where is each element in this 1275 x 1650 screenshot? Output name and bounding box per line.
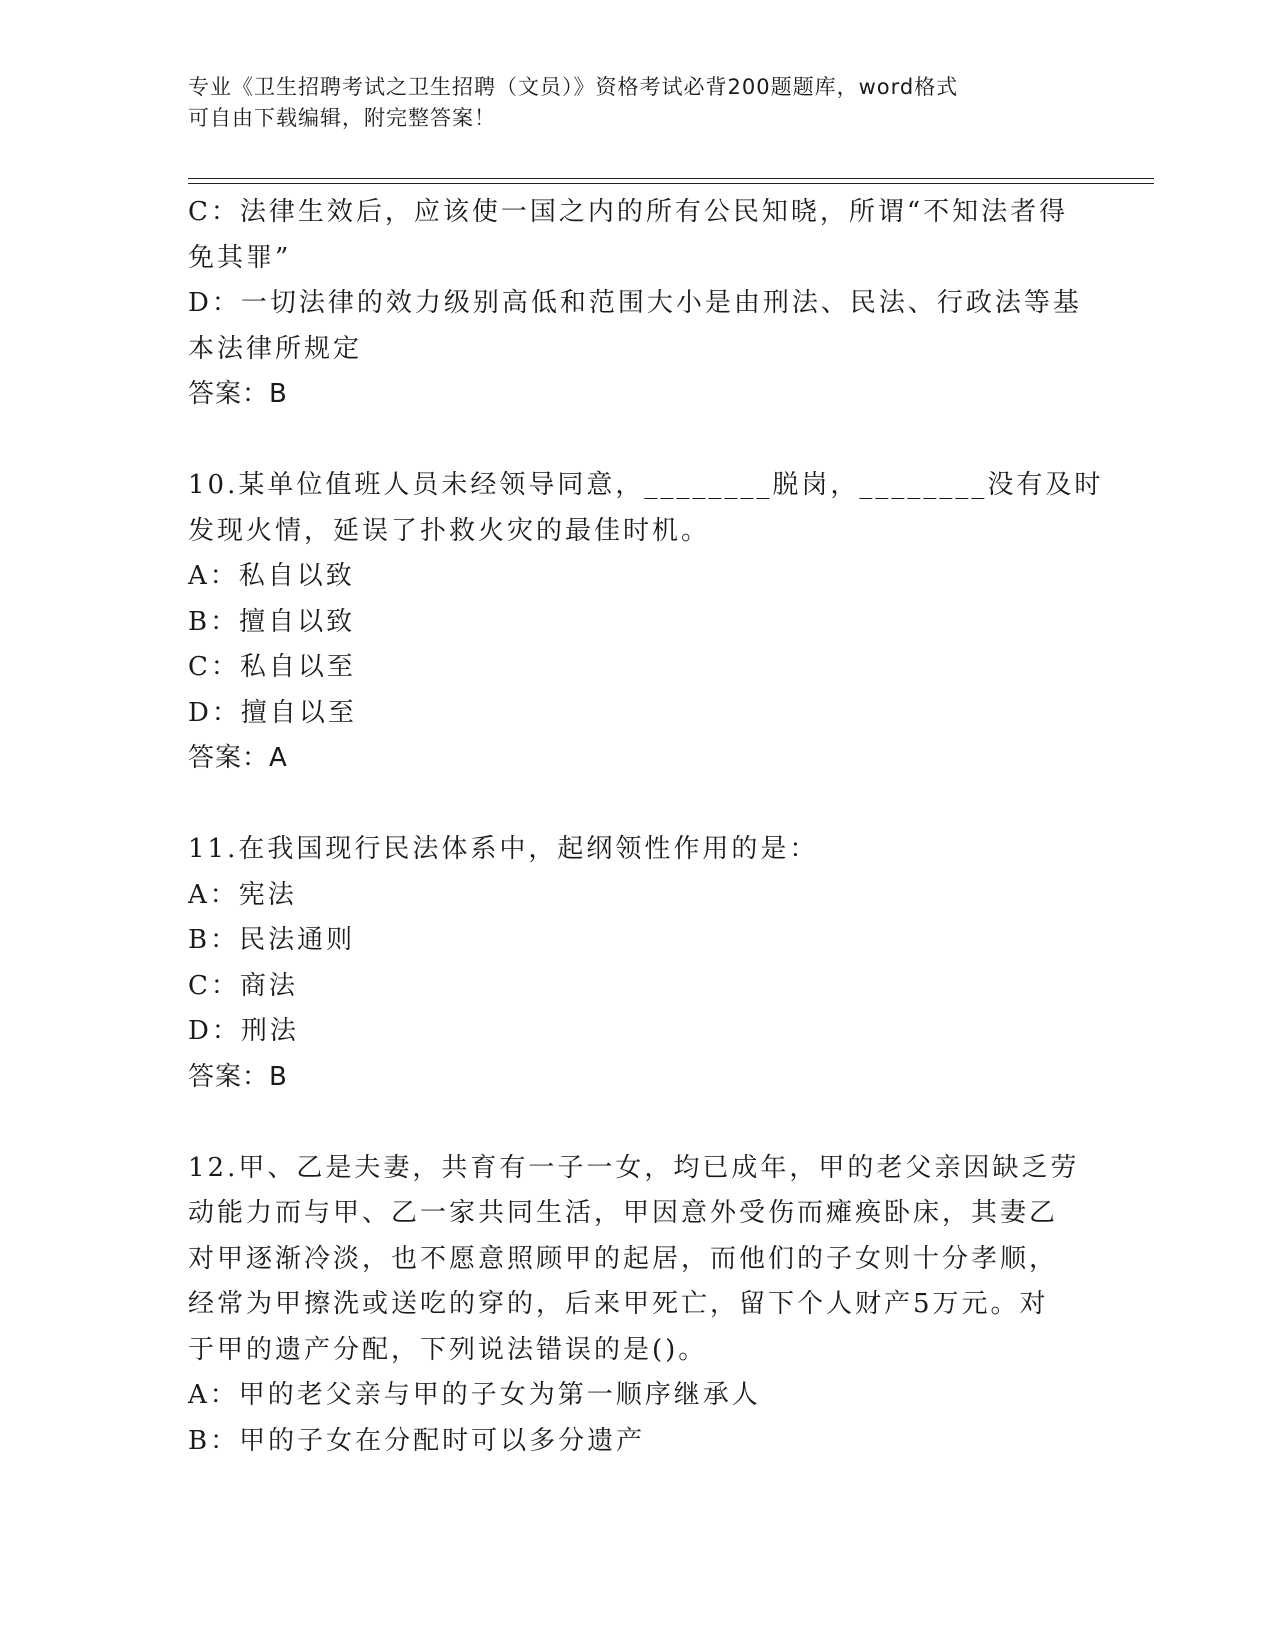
q9-answer: 答案：B: [188, 379, 288, 409]
q9-option-c-line-2: 免其罪”: [188, 242, 292, 273]
q10-stem-line-1: 10.某单位值班人员未经领导同意，________脱岗，________没有及时: [188, 470, 1104, 500]
question-10: [188, 463, 1104, 782]
q12-stem-line-3: 对甲逐渐冷淡，也不愿意照顾甲的起居，而他们的子女则十分孝顺，: [188, 1243, 1059, 1274]
q12-stem-line-2: 动能力而与甲、乙一家共同生活，甲因意外受伤而瘫痪卧床，其妻乙: [188, 1198, 1059, 1228]
spacer: [188, 1100, 1078, 1146]
q12-option-b: B：甲的子女在分配时可以多分遗产: [188, 1425, 646, 1456]
q11-stem: 11.在我国现行民法体系中，起纲领性作用的是：: [188, 834, 819, 864]
q9-option-d-line-1: D：一切法律的效力级别高低和范围大小是由刑法、民法、行政法等基: [188, 288, 1082, 318]
header-title-line-1: 专业《卫生招聘考试之卫生招聘（文员）》资格考试必背200题题库，word格式: [188, 75, 959, 99]
q10-stem-line-2: 发现火情，延误了扑救火灾的最佳时机。: [188, 515, 711, 546]
header-title-line-2: 可自由下载编辑，附完整答案！: [188, 106, 496, 130]
q9-option-d-line-2: 本法律所规定: [188, 333, 363, 364]
q11-answer: 答案：B: [188, 1061, 288, 1092]
q11-option-a: A：宪法: [188, 879, 297, 910]
q10-option-d: D：擅自以至: [188, 697, 357, 728]
q12-stem-line-1: 12.甲、乙是夫妻，共育有一子一女，均已成年，甲的老父亲因缺乏劳: [188, 1152, 1080, 1183]
question-11: [188, 827, 1078, 1100]
q12-stem-line-5: 于甲的遗产分配，下列说法错误的是()。: [188, 1334, 708, 1365]
q10-option-c: C：私自以至: [188, 652, 356, 682]
q10-option-b: B：擅自以致: [188, 606, 356, 637]
q12-option-a: A：甲的老父亲与甲的子女为第一顺序继承人: [188, 1380, 761, 1410]
q11-option-d: D：刑法: [188, 1016, 299, 1046]
q10-option-a: A：私自以致: [188, 561, 355, 591]
spacer: [188, 418, 1078, 464]
header-divider: [188, 178, 1154, 184]
page-header: [188, 72, 1088, 134]
q11-option-b: B：民法通则: [188, 925, 356, 955]
q11-option-c: C：商法: [188, 970, 298, 1001]
q10-answer: 答案：A: [188, 743, 288, 773]
q9-option-c-line-1: C：法律生效后，应该使一国之内的所有公民知晓，所谓“不知法者得: [188, 197, 1069, 227]
question-9-tail: [188, 190, 1082, 418]
q12-stem-line-4: 经常为甲擦洗或送吃的穿的，后来甲死亡，留下个人财产5万元。对: [188, 1289, 1049, 1319]
spacer: [188, 782, 1078, 828]
question-content: [188, 190, 1104, 1464]
question-12: [188, 1146, 1078, 1465]
